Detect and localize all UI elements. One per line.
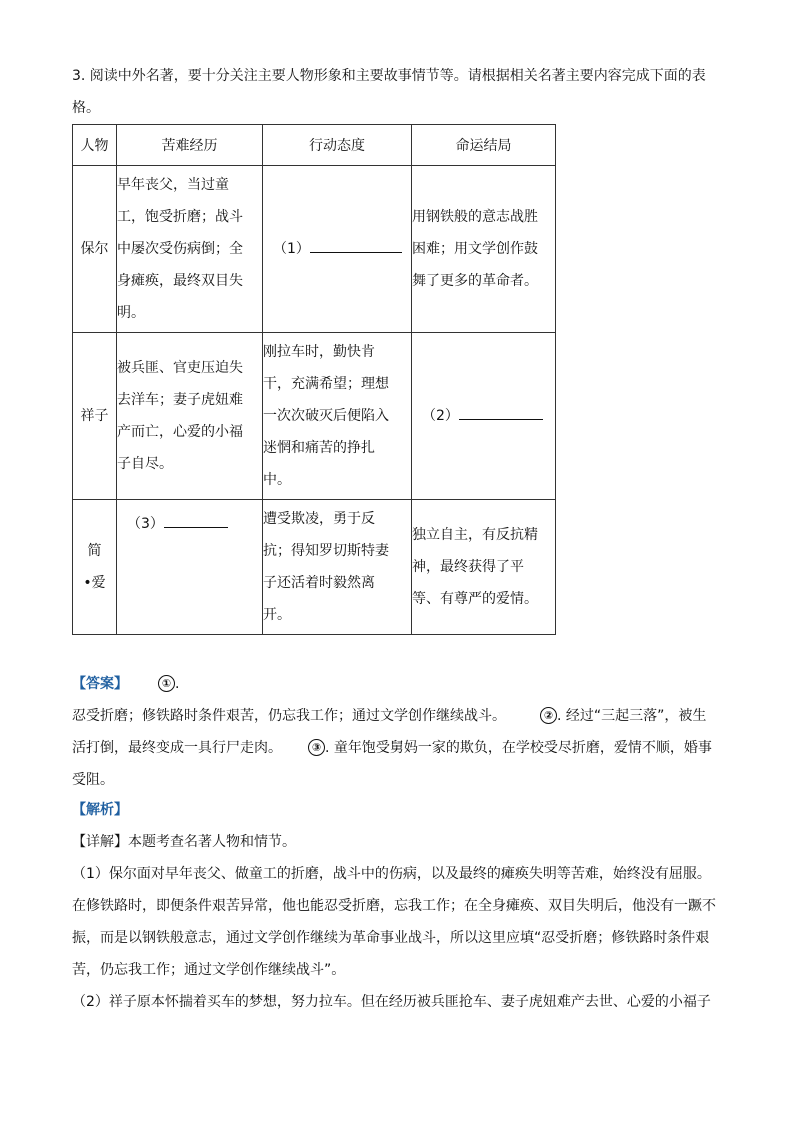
xiangzi-attitude-line: 迷惘和痛苦的挣扎 — [263, 440, 375, 456]
paul-fate-line: 困难；用文学创作鼓 — [412, 241, 538, 257]
answer-line-1 — [72, 674, 179, 694]
header-hardship: 苦难经历 — [117, 125, 263, 166]
detail-text: 本题考查名著人物和情节。 — [128, 834, 296, 850]
answer-2-text-start: . 经过“三起三落”，被生 — [557, 708, 707, 724]
question-text-line-2: 格。 — [72, 100, 100, 116]
character-name-xiangzi: 祥子 — [73, 333, 117, 500]
blank-2-line — [459, 419, 543, 420]
paul-hardship-line: 明。 — [117, 305, 145, 321]
header-fate: 命运结局 — [412, 125, 556, 166]
xiangzi-hardship-cell — [117, 333, 263, 500]
blank-3-line — [164, 527, 228, 528]
answer-number-3: ③ — [308, 739, 325, 756]
analysis-paragraph-1-line: 在修铁路时，即便条件艰苦异常，他也能忍受折磨，忘我工作；在全身瘫痪、双目失明后，他没有一蹶不 — [72, 898, 716, 914]
jane-attitude-cell — [263, 500, 412, 635]
answer-3-text-start: . 童年饱受舅妈一家的欺负，在学校受尽折磨，爱情不顺，婚事 — [325, 740, 712, 756]
novel-characters-table — [72, 124, 556, 635]
blank-1-line — [310, 252, 402, 253]
jane-fate-cell — [412, 500, 556, 635]
jane-attitude-line: 遭受欺凌，勇于反 — [263, 511, 375, 527]
header-attitude: 行动态度 — [263, 125, 412, 166]
answer-1-text: 忍受折磨；修铁路时条件艰苦，仍忘我工作；通过文学创作继续战斗。 — [72, 708, 506, 724]
detail-tag: 【详解】 — [72, 834, 128, 850]
jane-attitude-line: 开。 — [263, 607, 291, 623]
analysis-paragraph-1-line: 苦，仍忘我工作；通过文学创作继续战斗”。 — [72, 962, 346, 978]
paul-hardship-line: 身瘫痪，最终双目失 — [117, 273, 243, 289]
analysis-paragraph-2-line: （2）祥子原本怀揣着买车的梦想，努力拉车。但在经历被兵匪抢车、妻子虎妞难产去世、心爱的小福子 — [72, 994, 711, 1010]
jane-hardship-cell — [117, 500, 263, 635]
answer-number-2: ② — [540, 707, 557, 724]
character-name-jane — [73, 500, 117, 635]
table-row-paul — [73, 166, 556, 333]
jane-fate-line: 神，最终获得了平 — [412, 559, 524, 575]
paul-hardship-cell — [117, 166, 263, 333]
blank-2-label: （2） — [422, 408, 459, 424]
analysis-paragraph-1-line: （1）保尔面对早年丧父、做童工的折磨，战斗中的伤病，以及最终的瘫痪失明等苦难，始终没有屈服。 — [72, 866, 711, 882]
jane-fate-line: 等、有尊严的爱情。 — [412, 591, 538, 607]
xiangzi-fate-cell — [412, 333, 556, 500]
xiangzi-hardship-line: 产而亡，心爱的小福 — [117, 424, 243, 440]
paul-hardship-line: 工，饱受折磨；战斗 — [117, 209, 243, 225]
answer-number-1: ① — [158, 675, 175, 692]
table-row-jane — [73, 500, 556, 635]
jane-fate-line: 独立自主，有反抗精 — [412, 527, 538, 543]
xiangzi-hardship-line: 子自尽。 — [117, 456, 173, 472]
answer-line-4: 受阻。 — [72, 772, 114, 788]
header-character: 人物 — [73, 125, 117, 166]
analysis-line — [72, 800, 128, 820]
table-header-row — [73, 125, 556, 166]
jane-attitude-line: 抗；得知罗切斯特妻 — [263, 543, 389, 559]
xiangzi-attitude-line: 中。 — [263, 472, 291, 488]
paul-fate-line: 舞了更多的革命者。 — [412, 273, 538, 289]
detail-line — [72, 832, 296, 852]
answer-tag: 【答案】 — [72, 676, 128, 692]
question-text-line-1: 3. 阅读中外名著，要十分关注主要人物形象和主要故事情节等。请根据相关名著主要内容完成下面的表 — [72, 68, 706, 84]
jane-name-line: •爱 — [83, 575, 106, 591]
analysis-tag: 【解析】 — [72, 802, 128, 818]
paul-hardship-line: 早年丧父，当过童 — [117, 177, 229, 193]
answer-dot: . — [175, 676, 180, 692]
blank-3-label: （3） — [127, 516, 164, 532]
answer-2-text-end: 活打倒，最终变成一具行尸走肉。 — [72, 740, 282, 756]
xiangzi-attitude-line: 一次次破灭后便陷入 — [263, 408, 389, 424]
answer-line-3 — [72, 738, 712, 758]
xiangzi-hardship-line: 去洋车；妻子虎妞难 — [117, 392, 243, 408]
character-name-paul: 保尔 — [73, 166, 117, 333]
jane-attitude-line: 子还活着时毅然离 — [263, 575, 375, 591]
blank-1-label: （1） — [273, 241, 310, 257]
xiangzi-hardship-line: 被兵匪、官吏压迫失 — [117, 360, 243, 376]
xiangzi-attitude-line: 干，充满希望；理想 — [263, 376, 389, 392]
jane-name-line: 简 — [87, 543, 102, 559]
paul-attitude-cell — [263, 166, 412, 333]
answer-line-2 — [72, 706, 706, 726]
xiangzi-attitude-line: 刚拉车时，勤快肯 — [263, 344, 375, 360]
paul-fate-line: 用钢铁般的意志战胜 — [412, 209, 538, 225]
table-row-xiangzi — [73, 333, 556, 500]
analysis-paragraph-1-line: 振，而是以钢铁般意志，通过文学创作继续为革命事业战斗，所以这里应填“忍受折磨；修铁路时条件艰 — [72, 930, 710, 946]
xiangzi-attitude-cell — [263, 333, 412, 500]
paul-hardship-line: 中屡次受伤病倒；全 — [117, 241, 243, 257]
paul-fate-cell — [412, 166, 556, 333]
